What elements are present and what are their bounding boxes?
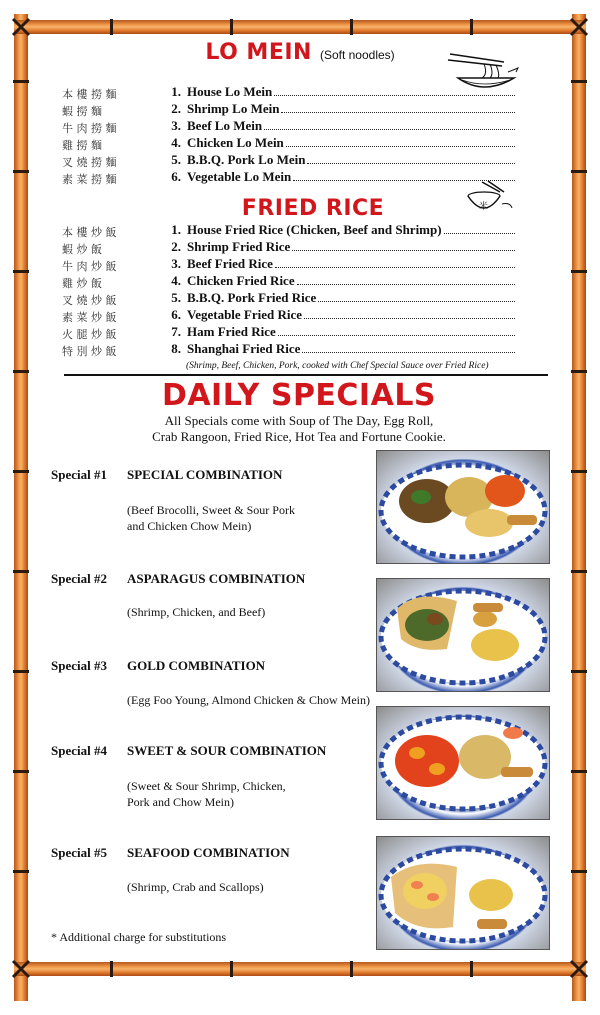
lo-mein-title: LO MEIN [205, 40, 312, 65]
list-item: 1. House Fried Rice (Chicken, Beef and Shrimp) [163, 222, 517, 239]
footnote: * Additional charge for substitutions [51, 930, 227, 944]
list-item: 5. B.B.Q. Pork Fried Rice [163, 290, 517, 307]
special-1-photo [376, 450, 550, 564]
list-item: 1. House Lo Mein [163, 84, 517, 101]
daily-specials-intro: All Specials come with Soup of The Day, Egg Roll, Crab Rangoon, Fried Rice, Hot Tea and Fortune Cookie. [152, 413, 446, 444]
bamboo-left [14, 14, 28, 1001]
bamboo-right [572, 14, 586, 1001]
specials-list: Special #1 SPECIAL COMBINATION (Beef Brocolli, Sweet & Sour Pork and Chicken Chow Mein) Special #2 ASPARAGUS COMBINATION (Shrimp, Chicken, and Beef) Special #3 GOLD COMBINATION (Egg Foo Young, Almond Chicken & Chow Mein) Special #4 SWEET & SOUR COMBINATION (Sweet & Sour Shrimp, Chicken, Pork and Chow Mein) Special #5 SEAFOOD COMBINATION (Shrimp, Crab and Scallops) * Additional charge for substitutions [51, 467, 371, 944]
special-5-photo [376, 836, 550, 950]
fried-rice-title: FRIED RICE [241, 196, 385, 221]
list-item: 2. Shrimp Lo Mein [163, 101, 517, 118]
fried-rice-chinese-names: 本 樓 炒 飯 蝦 炒 飯 牛 肉 炒 飯 雞 炒 飯 叉 燒 炒 飯 素 菜 炒 飯 火 腿 炒 飯 特 別 炒 飯 [62, 226, 117, 358]
lo-mein-chinese-names: 本 樓 撈 麵 蝦 撈 麵 牛 肉 撈 麵 雞 撈 麵 叉 燒 撈 麵 素 菜 撈 麵 [62, 88, 117, 186]
list-item: 6. Vegetable Lo Mein [163, 169, 517, 186]
list-item: 7. Ham Fried Rice [163, 324, 517, 341]
list-item: 4. Chicken Lo Mein [163, 135, 517, 152]
list-item: 3. Beef Fried Rice [163, 256, 517, 273]
list-item: 8. Shanghai Fried Rice [163, 341, 517, 358]
list-item: 3. Beef Lo Mein [163, 118, 517, 135]
special-4-photo [376, 706, 550, 820]
svg-text:米: 米 [479, 202, 489, 212]
list-item: 6. Vegetable Fried Rice [163, 307, 517, 324]
list-item: 4. Chicken Fried Rice [163, 273, 517, 290]
fried-rice-note: (Shrimp, Beef, Chicken, Pork, cooked with Chef Special Sauce over Fried Rice) [186, 361, 489, 371]
list-item: 5. B.B.Q. Pork Lo Mein [163, 152, 517, 169]
lo-mein-subtitle: (Soft noodles) [319, 48, 395, 62]
daily-specials-title: DAILY SPECIALS [161, 378, 437, 413]
special-2-photo [376, 578, 550, 692]
list-item: 2. Shrimp Fried Rice [163, 239, 517, 256]
